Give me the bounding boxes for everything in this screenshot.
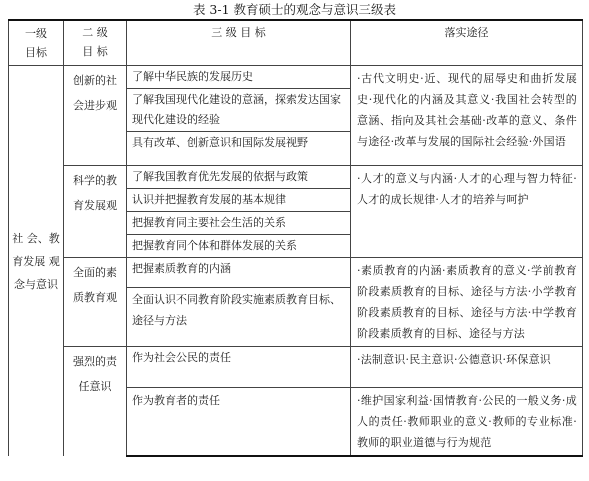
table-row: [9, 166, 583, 189]
implementation-cell: ·维护国家利益·国情教育·公民的一般义务·成人的责任·教师职业的意义·教师的专业标准·教师的职业道德与行为规范: [351, 388, 583, 457]
level3-goal-cell: 了解我国现代化建设的意涵，探索发达国家现代化建设的经验: [127, 89, 351, 132]
level3-goal-cell: 作为教育者的责任: [127, 388, 351, 457]
level2-goal-cell: 创新的社会进步观: [64, 66, 127, 166]
level2-goal-cell: 强烈的责任意识: [64, 347, 127, 457]
header-row: [9, 20, 583, 66]
level3-goal-cell: 具有改革、创新意识和国际发展视野: [127, 132, 351, 166]
implementation-cell: ·人才的意义与内涵·人才的心理与智力特征·人才的成长规律·人才的培养与呵护: [351, 166, 583, 258]
level3-goal-cell: 了解中华民族的发展历史: [127, 66, 351, 89]
implementation-cell: ·素质教育的内涵·素质教育的意义·学前教育阶段素质教育的目标、途径与方法·小学教育阶段素质教育的目标、途径与方法·中学教育阶段素质教育的目标、途径与方法: [351, 258, 583, 347]
implementation-cell: ·古代文明史·近、现代的屈辱史和曲折发展史·现代化的内涵及其意义·我国社会转型的意涵、指向及其社会基础·改革的意义、条件与途径·改革与发展的国际社会经验·外国语: [351, 66, 583, 166]
table-caption: 表 3-1 教育硕士的观念与意识三级表: [192, 2, 397, 17]
table-row: [9, 347, 583, 388]
level3-goal-cell: 作为社会公民的责任: [127, 347, 351, 388]
header-level1: 一级目标: [9, 20, 64, 66]
level3-goal-cell: 把握素质教育的内涵: [127, 258, 351, 288]
level2-goal-cell: 全面的素质教育观: [64, 258, 127, 347]
level3-goal-cell: 了解我国教育优先发展的依据与政策: [127, 166, 351, 189]
table-row: [9, 258, 583, 288]
level3-goal-cell: 认识并把握教育发展的基本规律: [127, 189, 351, 212]
level3-goal-cell: 把握教育同个体和群体发展的关系: [127, 235, 351, 258]
level2-goal-cell: 科学的教育发展观: [64, 166, 127, 258]
level1-goal-cell: 社 会、教育发展 观念与意识: [9, 66, 64, 457]
header-implementation: 落实途径: [351, 20, 583, 66]
level3-goal-cell: 把握教育同主要社会生活的关系: [127, 212, 351, 235]
implementation-cell: ·法制意识·民主意识·公德意识·环保意识: [351, 347, 583, 388]
table-row: [9, 66, 583, 89]
header-level2: 二 级目 标: [64, 20, 127, 66]
header-level3: 三 级 目 标: [127, 20, 351, 66]
goals-table: [8, 19, 583, 457]
level3-goal-cell: 全面认识不同教育阶段实施素质教育目标、途径与方法: [127, 288, 351, 347]
